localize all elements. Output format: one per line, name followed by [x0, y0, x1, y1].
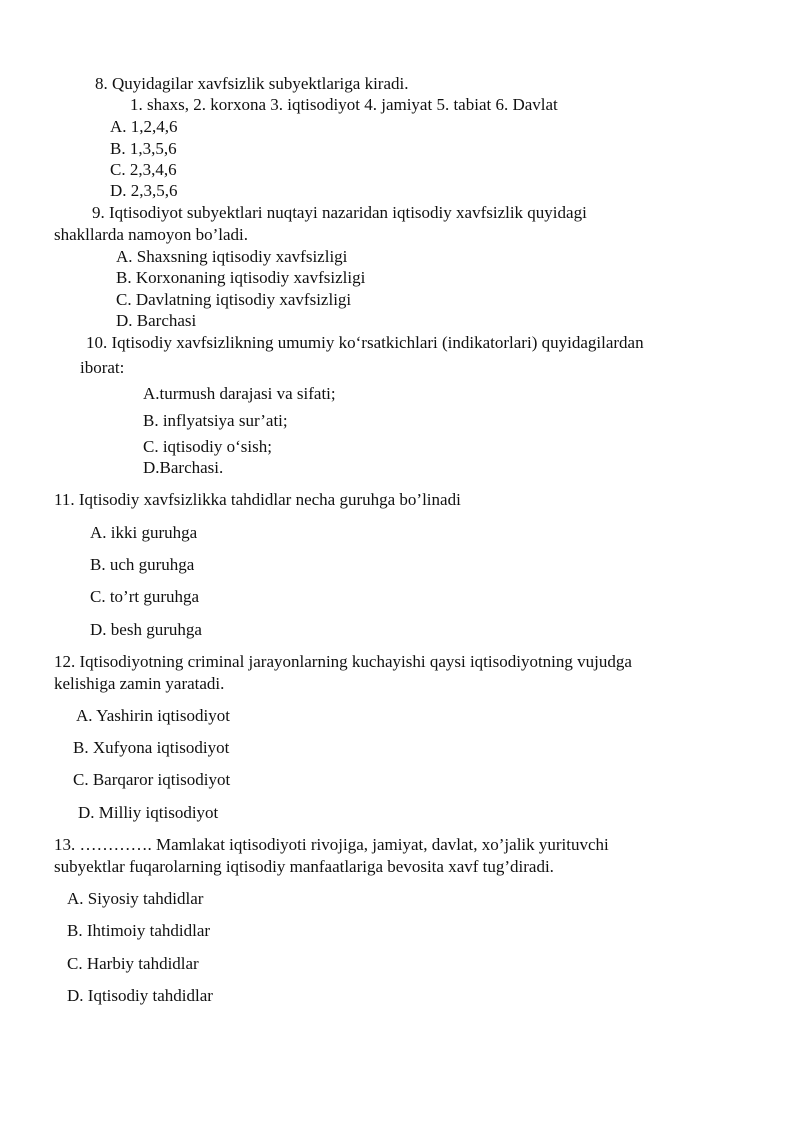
question-10-option-d: D.Barchasi. — [143, 458, 224, 477]
question-11-option-d: D. besh guruhga — [90, 620, 202, 639]
question-13-option-a: A. Siyosiy tahdidlar — [67, 889, 204, 908]
question-11-option-a: A. ikki guruhga — [90, 523, 198, 542]
question-13-option-d: D. Iqtisodiy tahdidlar — [67, 986, 213, 1005]
question-10-option-a: A.turmush darajasi va sifati; — [143, 384, 336, 403]
question-10-line-2: iborat: — [80, 358, 125, 377]
question-11: 11. Iqtisodiy xavfsizlikka tahdidlar necha guruhga bo’linadi — [54, 490, 461, 509]
question-11-option-c: C. to’rt guruhga — [90, 587, 200, 606]
question-12-line-1: 12. Iqtisodiyotning criminal jarayonlarning kuchayishi qaysi iqtisodiyotning vujudga — [54, 652, 632, 671]
question-12-option-b: B. Xufyona iqtisodiyot — [73, 738, 230, 757]
question-8: 8. Quyidagilar xavfsizlik subyektlariga kiradi. — [95, 74, 409, 93]
question-10-line-1: 10. Iqtisodiy xavfsizlikning umumiy ko‘rsatkichlari (indikatorlari) quyidagilardan — [86, 333, 644, 352]
question-8-option-b: B. 1,3,5,6 — [110, 139, 177, 158]
question-12-option-d: D. Milliy iqtisodiyot — [78, 803, 219, 822]
question-11-option-b: B. uch guruhga — [90, 555, 195, 574]
question-9-option-c: C. Davlatning iqtisodiy xavfsizligi — [116, 290, 352, 309]
question-9-option-d: D. Barchasi — [116, 311, 197, 330]
question-9-option-a: A. Shaxsning iqtisodiy xavfsizligi — [116, 247, 348, 266]
question-8-subjects: 1. shaxs, 2. korxona 3. iqtisodiyot 4. jamiyat 5. tabiat 6. Davlat — [130, 95, 558, 114]
question-10-option-c: C. iqtisodiy o‘sish; — [143, 437, 272, 456]
question-12-option-a: A. Yashirin iqtisodiyot — [76, 706, 230, 725]
question-12-option-c: C. Barqaror iqtisodiyot — [73, 770, 231, 789]
question-9-option-b: B. Korxonaning iqtisodiy xavfsizligi — [116, 268, 366, 287]
question-10-option-b: B. inflyatsiya sur’ati; — [143, 411, 288, 430]
question-8-option-a: A. 1,2,4,6 — [110, 117, 178, 136]
question-13-line-2: subyektlar fuqarolarning iqtisodiy manfaatlariga bevosita xavf tug’diradi. — [54, 857, 554, 876]
question-12-line-2: kelishiga zamin yaratadi. — [54, 674, 225, 693]
question-8-option-d: D. 2,3,5,6 — [110, 181, 178, 200]
question-8-option-c: C. 2,3,4,6 — [110, 160, 177, 179]
question-9-line-2: shakllarda namoyon bo’ladi. — [54, 225, 249, 244]
question-13-option-c: C. Harbiy tahdidlar — [67, 954, 199, 973]
question-13-option-b: B. Ihtimoiy tahdidlar — [67, 921, 211, 940]
question-13-line-1: 13. …………. Mamlakat iqtisodiyoti rivojiga, jamiyat, davlat, xo’jalik yurituvchi — [54, 835, 609, 854]
question-9-line-1: 9. Iqtisodiyot subyektlari nuqtayi nazaridan iqtisodiy xavfsizlik quyidagi — [92, 203, 587, 222]
